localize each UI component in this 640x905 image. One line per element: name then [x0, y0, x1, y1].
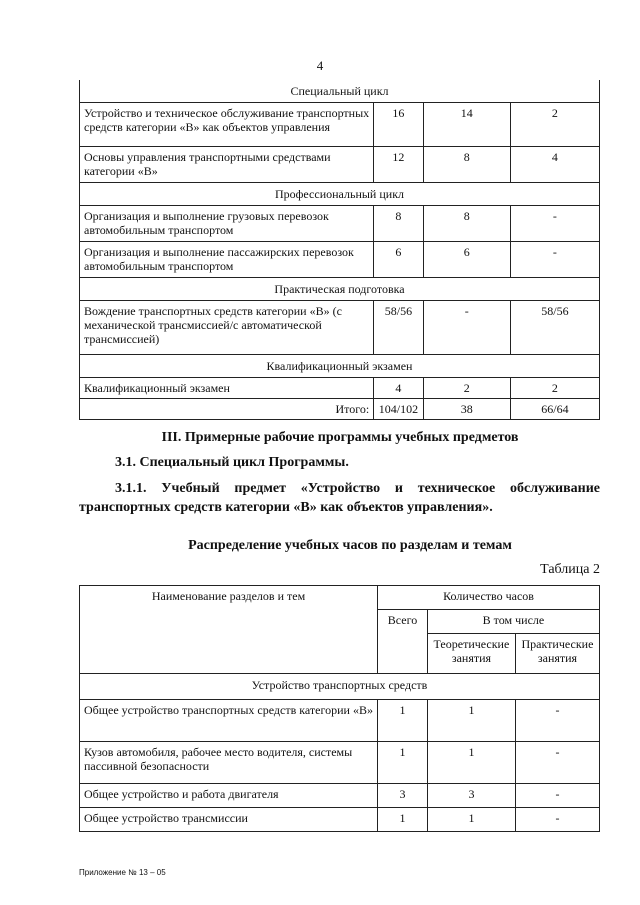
table-label: Таблица 2 — [540, 562, 600, 577]
cell-practice: 4 — [510, 147, 599, 183]
table-row — [80, 700, 600, 742]
section-row — [80, 183, 600, 206]
cell-theory: 3 — [427, 784, 515, 808]
subject-heading-line1: 3.1.1. Учебный предмет «Устройство и техническое обслуживание — [115, 481, 600, 496]
cell-theory: 1 — [427, 808, 515, 832]
table-row — [80, 301, 600, 355]
row-name: Квалификационный экзамен — [80, 378, 374, 399]
section-title: Устройство транспортных средств — [80, 674, 600, 700]
row-name: Основы управления транспортными средствами категории «В» — [80, 147, 374, 183]
header-including: В том числе — [427, 610, 599, 634]
header-hours: Количество часов — [378, 586, 600, 610]
cell-theory: 38 — [423, 399, 510, 420]
section-title: Специальный цикл — [80, 80, 600, 103]
table-row — [80, 147, 600, 183]
table-row — [80, 808, 600, 832]
table-row — [80, 378, 600, 399]
cell-theory: 8 — [423, 147, 510, 183]
cell-total: 1 — [378, 742, 428, 784]
cell-theory: 14 — [423, 103, 510, 147]
table-row — [80, 206, 600, 242]
cell-total: 8 — [374, 206, 424, 242]
section-row — [80, 80, 600, 103]
total-row — [80, 399, 600, 420]
row-name: Вождение транспортных средств категории «В» (с механической трансмиссией/с автоматической трансмиссией) — [80, 301, 374, 355]
cell-practice: - — [515, 784, 599, 808]
row-name: Кузов автомобиля, рабочее место водителя, системы пассивной безопасности — [80, 742, 378, 784]
header-name-col: Наименование разделов и тем — [80, 586, 378, 674]
cell-total: 6 — [374, 242, 424, 278]
table-row — [80, 742, 600, 784]
cell-theory: 2 — [423, 378, 510, 399]
row-name: Организация и выполнение грузовых перевозок автомобильным транспортом — [80, 206, 374, 242]
row-name: Общее устройство трансмиссии — [80, 808, 378, 832]
table-row — [80, 103, 600, 147]
header-total: Всего — [378, 610, 428, 674]
cell-total: 16 — [374, 103, 424, 147]
header-practice: Практические занятия — [515, 634, 599, 674]
page-number: 4 — [316, 58, 324, 73]
section-title: Практическая подготовка — [80, 278, 600, 301]
cell-total: 1 — [378, 700, 428, 742]
table-header-row — [80, 586, 600, 610]
cell-total: 4 — [374, 378, 424, 399]
cell-total: 12 — [374, 147, 424, 183]
cell-practice: - — [510, 206, 599, 242]
subsection-heading: 3.1. Специальный цикл Программы. — [115, 455, 349, 470]
cell-practice: 58/56 — [510, 301, 599, 355]
cell-theory: - — [423, 301, 510, 355]
cell-theory: 6 — [423, 242, 510, 278]
row-name: Организация и выполнение пассажирских перевозок автомобильным транспортом — [80, 242, 374, 278]
section-row — [80, 355, 600, 378]
cell-total: 58/56 — [374, 301, 424, 355]
subject-heading-line2: транспортных средств категории «В» как объектов управления». — [79, 500, 493, 515]
section-row — [80, 278, 600, 301]
section-heading: III. Примерные рабочие программы учебных предметов — [161, 430, 519, 445]
table-row — [80, 784, 600, 808]
cell-total: 1 — [378, 808, 428, 832]
cell-theory: 1 — [427, 742, 515, 784]
cell-practice: - — [515, 808, 599, 832]
header-theory: Теоретические занятия — [427, 634, 515, 674]
section-title: Квалификационный экзамен — [80, 355, 600, 378]
cell-practice: 66/64 — [510, 399, 599, 420]
cell-practice: 2 — [510, 103, 599, 147]
row-name: Общее устройство транспортных средств категории «В» — [80, 700, 378, 742]
row-name: Общее устройство и работа двигателя — [80, 784, 378, 808]
total-label: Итого: — [80, 399, 374, 420]
hours-distribution-table — [79, 585, 600, 832]
distribution-heading: Распределение учебных часов по разделам и темам — [188, 538, 512, 553]
section-title: Профессиональный цикл — [80, 183, 600, 206]
footer-note: Приложение № 13 – 05 — [79, 868, 166, 877]
row-name: Устройство и техническое обслуживание транспортных средств категории «В» как объектов управления — [80, 103, 374, 147]
cell-theory: 1 — [427, 700, 515, 742]
cell-total: 3 — [378, 784, 428, 808]
cell-practice: 2 — [510, 378, 599, 399]
cell-total: 104/102 — [374, 399, 424, 420]
cell-practice: - — [510, 242, 599, 278]
cell-practice: - — [515, 700, 599, 742]
cell-practice: - — [515, 742, 599, 784]
section-row — [80, 674, 600, 700]
table-row — [80, 242, 600, 278]
cell-theory: 8 — [423, 206, 510, 242]
curriculum-table — [79, 80, 600, 420]
